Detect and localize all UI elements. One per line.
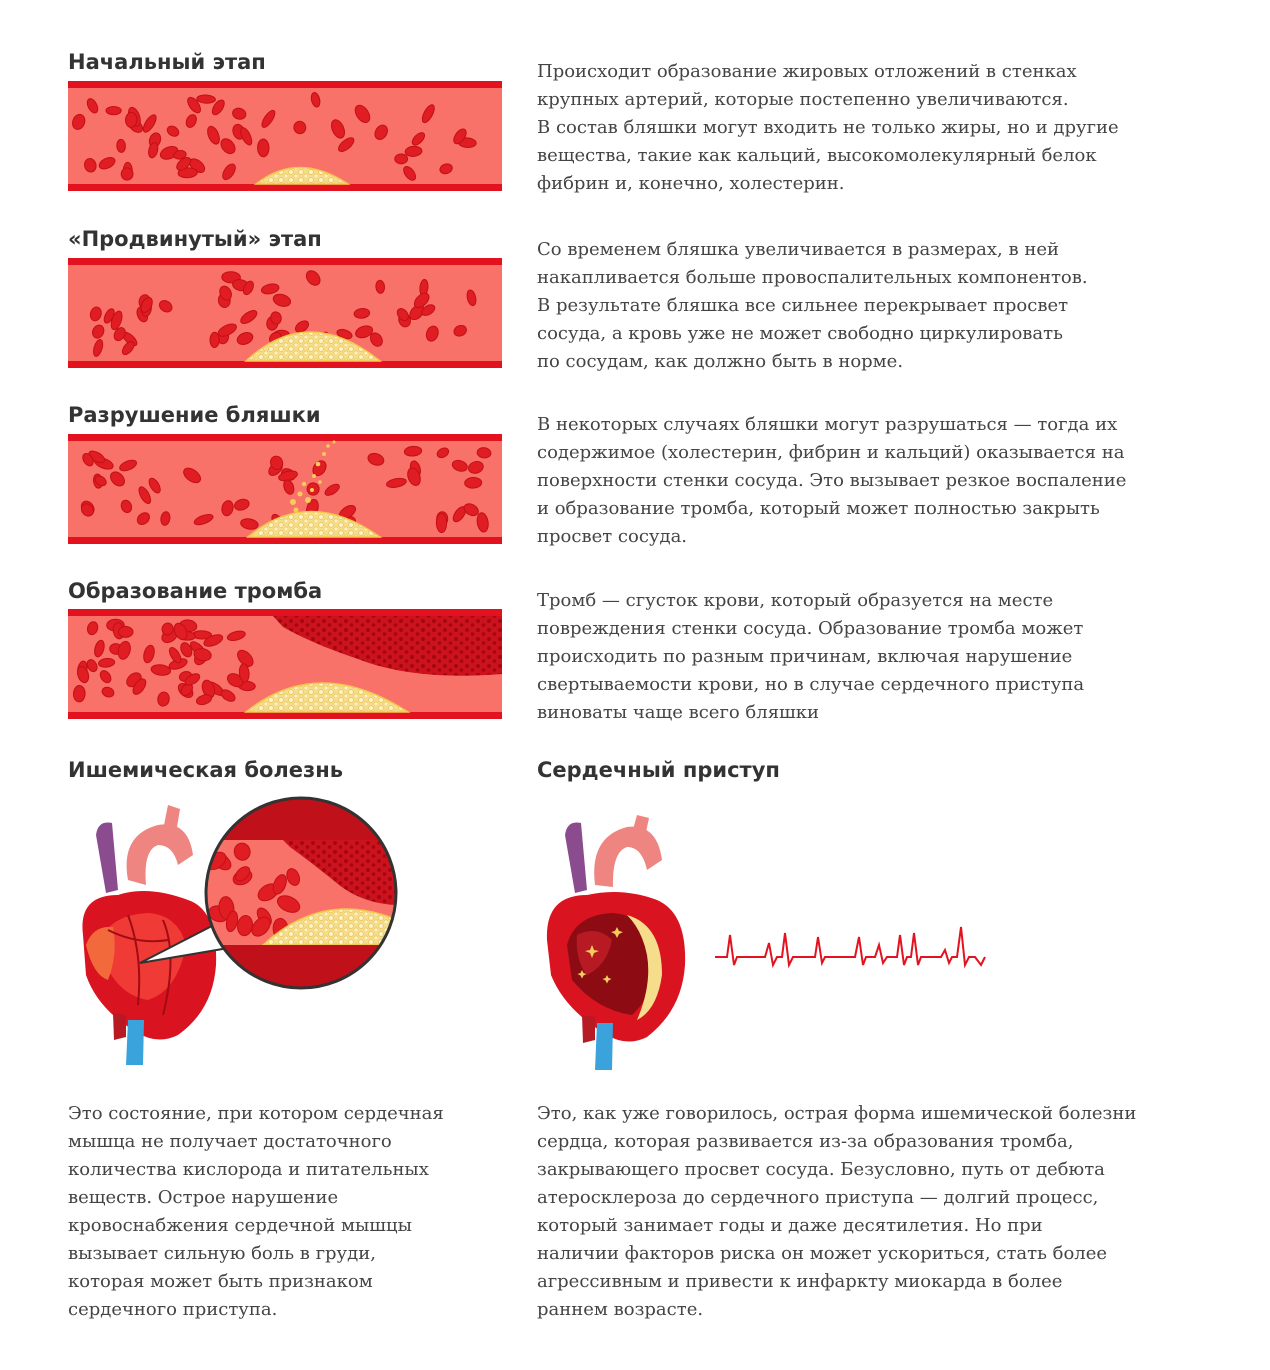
- stage-1-description: Происходит образование жировых отложений в стенках крупных артерий, которые постепенно увеличиваются. В состав бляшки могут входить не только жиры, но и другие вещества, такие как кальций, высокомолекулярный белок фибрин и, конечно, холестерин.: [537, 61, 1119, 194]
- red-blood-cell: [116, 139, 125, 153]
- stage-3-title: Разрушение бляшки: [68, 403, 321, 427]
- heart-with-zoom-illustration: [68, 795, 428, 1070]
- red-blood-cell: [436, 513, 447, 533]
- stage-3-description: В некоторых случаях бляшки могут разрушаться — тогда их содержимое (холестерин, фибрин и кальций) оказывается на поверхности стенки сосуда. Это вызывает резкое воспаление и образование тромба, который может полностью закрыть просвет сосуда.: [537, 414, 1127, 547]
- red-blood-cell: [257, 139, 269, 157]
- ecg-line-icon: [715, 927, 985, 965]
- stage-4-title: Образование тромба: [68, 579, 323, 603]
- heart-cross-section-icon: [547, 815, 685, 1070]
- red-blood-cell: [118, 626, 133, 637]
- red-blood-cell: [73, 685, 85, 702]
- red-blood-cell: [125, 112, 137, 128]
- heart-attack-description: Это, как уже говорилось, острая форма ишемической болезни сердца, которая развивается из-за образования тромба, закрывающего просвет сосуда. Безусловно, путь от дебюта атеросклероза до сердечного приступа — долгий процесс, который занимает годы и даже десятилетия. Но при наличии факторов риска он может ускориться, стать более агрессивным и привести к инфаркту миокарда в более раннем возрасте.: [537, 1103, 1137, 1320]
- stage-4-description: Тромб — сгусток крови, который образуется на месте повреждения стенки сосуда. Образование тромба может происходить по разным причинам, включая нарушение свертываемости крови, но в случае сердечного приступа виноваты чаще всего бляшки: [537, 590, 1085, 723]
- heart-attack-title: Сердечный приступ: [537, 758, 780, 782]
- red-blood-cell: [395, 154, 408, 164]
- ischemic-description: Это состояние, при котором сердечная мышца не получает достаточного количества кислорода и питательных веществ. Острое нарушение кровоснабжения сердечной мышцы вызывает сильную боль в груди, которая может быть признаком сердечного приступа.: [68, 1103, 444, 1320]
- vessel-stage-advanced: [68, 258, 502, 368]
- stage-1-title: Начальный этап: [68, 50, 266, 74]
- zoom-lens: [198, 795, 408, 995]
- ischemic-title: Ишемическая болезнь: [68, 758, 344, 782]
- stage-2-title: «Продвинутый» этап: [68, 227, 322, 251]
- stage-2-description: Со временем бляшка увеличивается в размерах, в ней накапливается больше провоспалительных компонентов. В результате бляшка все сильнее перекрывает просвет сосуда, а кровь уже не может свободно циркулировать по сосудам, как должно быть в норме.: [537, 239, 1088, 372]
- heart-attack-illustration: [537, 815, 997, 1075]
- vessel-stage-initial: [68, 81, 502, 191]
- red-blood-cell: [465, 477, 482, 488]
- vessel-thrombus: [68, 609, 502, 719]
- red-blood-cell: [106, 107, 121, 115]
- vessel-plaque-rupture: [68, 434, 502, 544]
- red-blood-cell: [121, 168, 133, 181]
